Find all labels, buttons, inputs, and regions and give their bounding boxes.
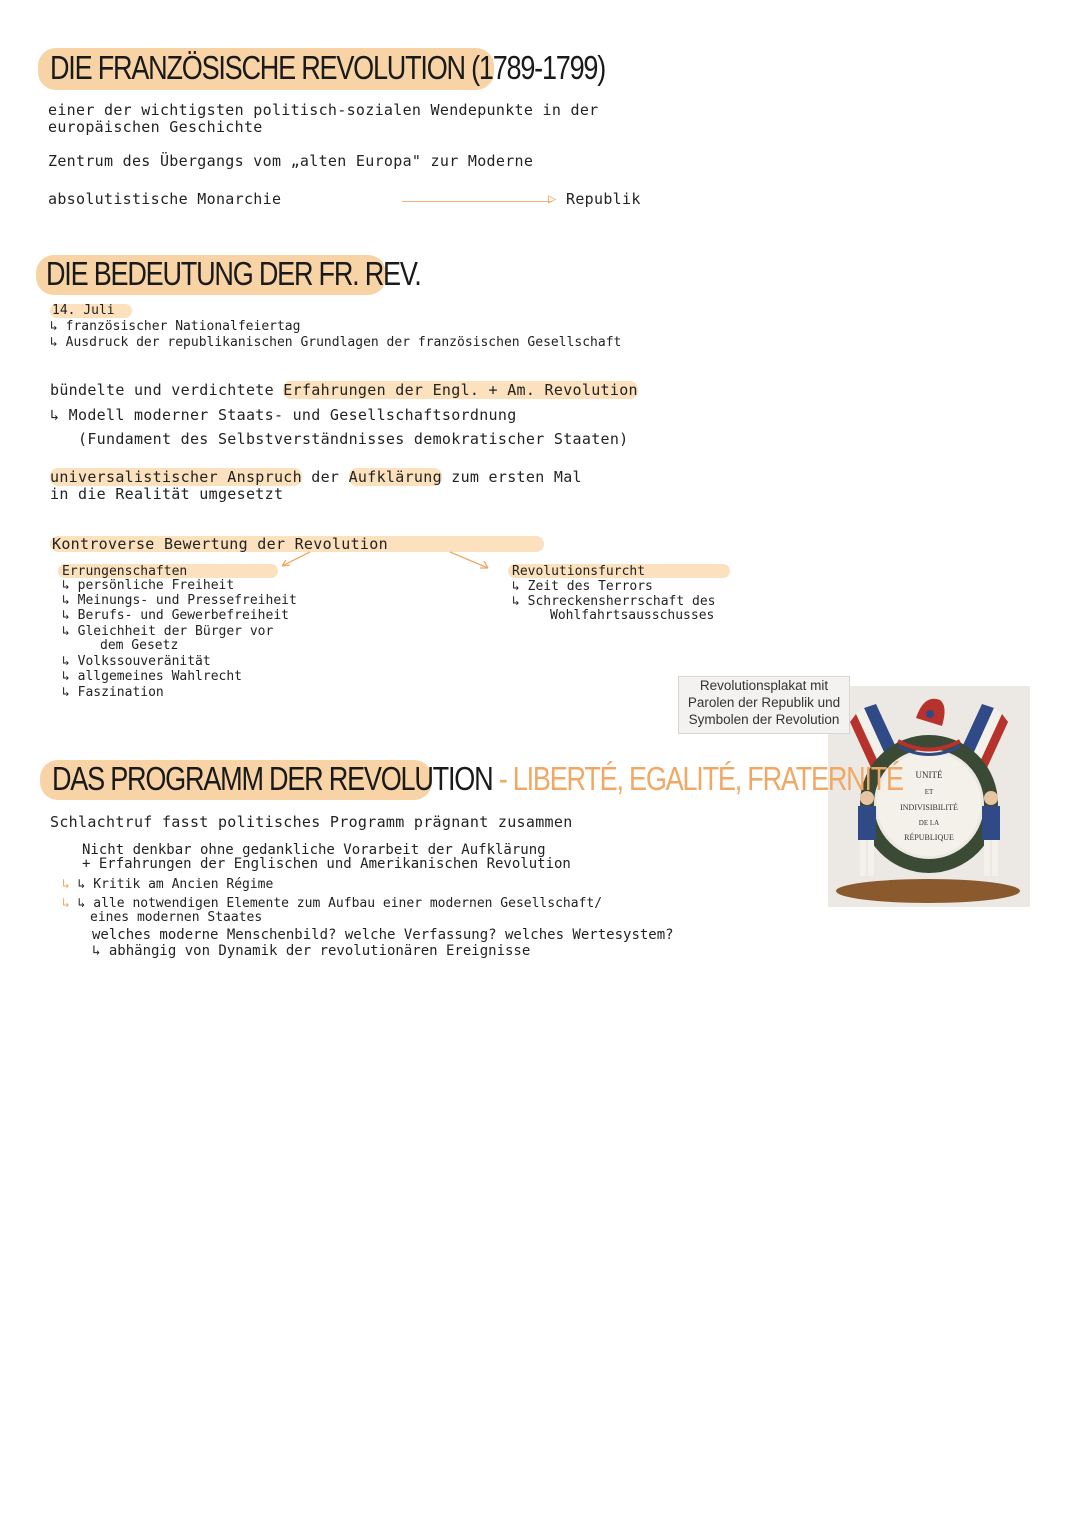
arrow-icon: ↳	[62, 896, 70, 911]
text-line: welches moderne Menschenbild? welche Verfassung? welches Wertesystem?	[92, 927, 674, 943]
arrow-line	[402, 201, 552, 202]
text-line	[50, 468, 582, 486]
list-item: ↳ allgemeines Wahlrecht	[62, 669, 243, 684]
arrow-icon: ↳	[62, 877, 70, 892]
fear-title: Revolutionsfurcht	[512, 564, 646, 579]
text-line: ↳ Modell moderner Staats- und Gesellschaftsordnung	[50, 406, 517, 424]
list-item: ↳ Faszination	[62, 685, 164, 700]
section-title-programm	[52, 760, 903, 798]
arrow-head-icon: ▷	[548, 191, 557, 207]
text-segment: bündelte und verdichtete	[50, 381, 284, 399]
text-line	[62, 878, 273, 891]
caption-line: Parolen der Republik und	[687, 695, 841, 710]
text-line	[62, 897, 602, 910]
republic-label: Republik	[566, 190, 641, 208]
list-item: ↳ Meinungs- und Pressefreiheit	[62, 593, 297, 608]
monarchy-label: absolutistische Monarchie	[48, 190, 282, 208]
text-line: Schlachtruf fasst politisches Programm prägnant zusammen	[50, 813, 573, 831]
poster-line: UNITÉ	[915, 770, 943, 780]
list-item: ↳ Volkssouveränität	[62, 654, 211, 669]
text-line: einer der wichtigsten politisch-sozialen Wendepunkte in der	[48, 101, 599, 119]
text-line: ↳ abhängig von Dynamik der revolutionären Ereignisse	[92, 943, 531, 959]
date-text: 14. Juli	[52, 303, 115, 318]
text-line: eines modernen Staates	[90, 910, 263, 925]
poster-line: RÉPUBLIQUE	[904, 833, 954, 842]
achievements-title: Errungenschaften	[62, 564, 188, 579]
controversy-title: Kontroverse Bewertung der Revolution	[52, 535, 388, 553]
caption-line: Symbolen der Revolution	[688, 712, 840, 727]
text-segment: ↳ Kritik am Ancien Régime	[77, 877, 274, 892]
list-item: dem Gesetz	[100, 638, 179, 653]
text-line: ↳ Ausdruck der republikanischen Grundlagen der französischen Gesellschaft	[50, 335, 622, 350]
text-line: europäischen Geschichte	[48, 118, 263, 136]
highlighted-text: Aufklärung	[348, 468, 442, 486]
list-item: ↳ Schreckensherrschaft des	[512, 594, 716, 609]
poster-line: ET	[924, 788, 934, 796]
poster-line: INDIVISIBILITÉ	[900, 803, 958, 812]
title-part: DAS PROGRAMM DER REVOLUTION	[52, 760, 493, 797]
list-item: ↳ Berufs- und Gewerbefreiheit	[62, 608, 289, 623]
section-title-revolution: DIE FRANZÖSISCHE REVOLUTION (1789-1799)	[50, 49, 606, 86]
caption-line: Revolutionsplakat mit	[699, 678, 829, 693]
text-segment: zum ersten Mal	[441, 468, 582, 486]
poster-caption	[678, 676, 850, 734]
text-segment: ↳ alle notwendigen Elemente zum Aufbau einer modernen Gesellschaft/	[77, 896, 603, 911]
list-item: Wohlfahrtsausschusses	[550, 608, 715, 623]
branch-arrows	[270, 548, 510, 588]
text-line	[50, 381, 638, 399]
text-line: ↳ französischer Nationalfeiertag	[50, 319, 301, 334]
text-line: + Erfahrungen der Englischen und Amerikanischen Revolution	[82, 856, 571, 872]
text-line: in die Realität umgesetzt	[50, 485, 284, 503]
text-segment: der	[301, 468, 349, 486]
list-item: ↳ persönliche Freiheit	[62, 578, 235, 593]
list-item: ↳ Zeit des Terrors	[512, 579, 653, 594]
section-title-bedeutung: DIE BEDEUTUNG DER FR. REV.	[46, 255, 421, 292]
title-slogan: - LIBERTÉ, EGALITÉ, FRATERNITÉ	[492, 760, 903, 797]
highlighted-text: Erfahrungen der Engl. + Am. Revolution	[283, 381, 638, 399]
text-line: Nicht denkbar ohne gedankliche Vorarbeit der Aufklärung	[82, 842, 546, 858]
list-item: ↳ Gleichheit der Bürger vor	[62, 624, 274, 639]
text-line: (Fundament des Selbstverständnisses demokratischer Staaten)	[78, 430, 629, 448]
text-line: Zentrum des Übergangs vom „alten Europa" zur Moderne	[48, 152, 534, 170]
poster-line: DE LA	[918, 819, 940, 827]
highlighted-text: universalistischer Anspruch	[50, 468, 302, 486]
